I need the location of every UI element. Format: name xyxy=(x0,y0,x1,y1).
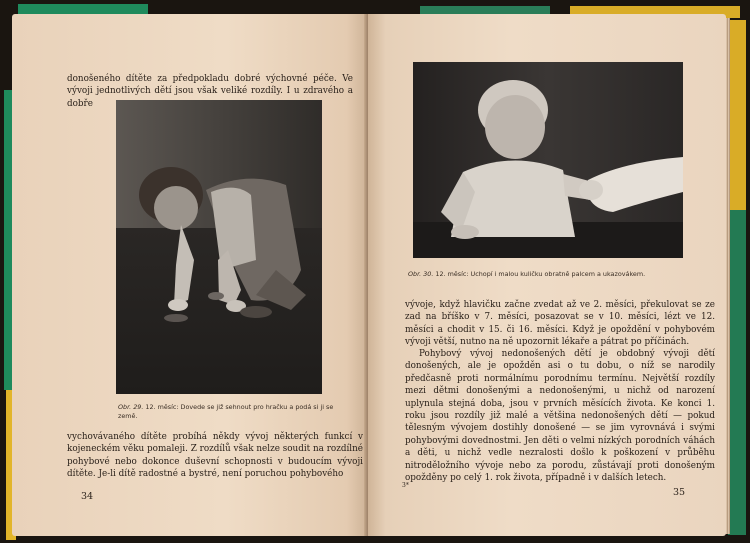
page-number-left: 34 xyxy=(81,491,94,502)
figure-29-caption xyxy=(118,403,334,421)
left-page xyxy=(12,14,368,536)
figure-29-photo xyxy=(116,100,322,394)
left-bottom-text: vychovávaného dítěte probíhá někdy vývoj některých funkcí v kojeneckém věku pomaleji. Z rozdílů však nelze soudit na rozdílné pohybové nebo dokonce duševní schopnosti v budoucím vývoji dítěte. Je-li dítě radostné a bystré, není poruchou pohybového xyxy=(67,432,363,480)
page-number-right: 35 xyxy=(673,487,686,498)
figure-30-caption xyxy=(408,270,718,279)
figure-30-label: Obr. 30. xyxy=(408,270,434,278)
right-paragraph-1: vývoje, když hlavičku začne zvedat až ve 2. měsíci, překulovat se ze zad na bříško v 7. měsíci, posazovat se v 10. měsíci, lézt ve 12. měsíci a chodit v 15. či 16. měsíci. Když je opoždění v pohybovém vývoji větší, nutno na ně upozornit lékaře a pátrat po příčinách. xyxy=(405,300,715,348)
figure-30-caption-text: 12. měsíc: Uchopí i malou kuličku obratně palcem a ukazovákem. xyxy=(435,270,646,278)
right-page xyxy=(368,14,726,536)
figure-29-caption-text: 12. měsíc: Dovede se již sehnout pro hračku a podá si ji se země. xyxy=(118,403,334,420)
cover-edge-right-green xyxy=(728,210,746,535)
figure-30-photo xyxy=(413,62,683,258)
signature-mark: 3* xyxy=(402,482,409,489)
right-paragraph-2: Pohybový vývoj nedonošených dětí je obdobný vývoji dětí donošených, ale je opožděn asi o tu dobu, o níž se narodily předčasně proti normálnímu porodnímu termínu. Největší rozdíly mezi dětmi donošenými a nedonošenými, u nichž od narození uplynula stejná doba, jsou v prvních měsících života. Ke konci 1. roku jsou rozdíly již malé a většina nedonošených dětí — pokud tělesným vývojem dostihly donošené — se jim vyrovnává i svými pohybovými dovednostmi. Jen děti o velmi nízkých porodních váhách a děti, u nichž vedle nezralosti došlo k poškození v průběhu nitroděložního vývoje nebo za porodu, zůstávají proti donošeným opožděny po celý 1. rok života, případně i v dalších letech. xyxy=(405,349,715,484)
cover-edge-right-yellow xyxy=(728,20,746,210)
figure-29-label: Obr. 29. xyxy=(118,403,144,411)
left-top-text: donošeného dítěte za předpokladu dobré výchovné péče. Ve vývoji jednotlivých dětí jsou však veliké rozdíly. I u zdravého a dobře xyxy=(67,74,353,109)
